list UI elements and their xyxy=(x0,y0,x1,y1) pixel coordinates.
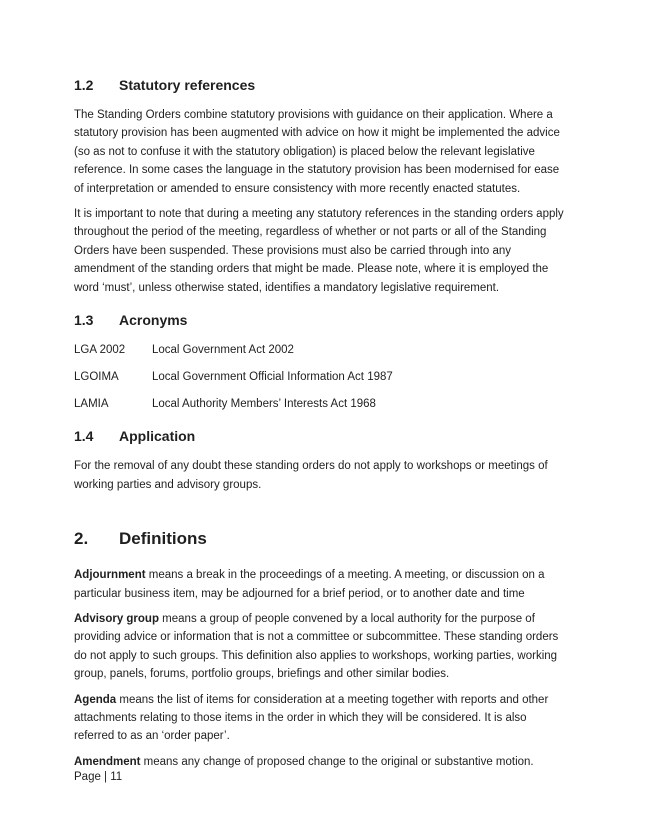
definition-advisory-group xyxy=(74,610,566,684)
heading-title: Statutory references xyxy=(119,77,256,93)
acronym-row xyxy=(74,368,566,386)
definition-text: means any change of proposed change to the original or substantive motion. xyxy=(140,755,534,768)
acronym-abbr: LAMIA xyxy=(74,397,109,410)
heading-title: Acronyms xyxy=(119,312,188,329)
acronym-full: Local Government Act 2002 xyxy=(152,344,294,357)
definition-adjournment xyxy=(74,566,566,603)
definition-agenda xyxy=(74,691,566,746)
heading-number: 1.3 xyxy=(74,312,94,329)
page-footer: Page | 11 xyxy=(74,771,123,783)
heading-title: Definitions xyxy=(119,529,207,549)
definition-term: Adjournment xyxy=(74,569,146,582)
acronym-row xyxy=(74,341,566,359)
definition-term: Amendment xyxy=(74,755,141,768)
heading-definitions xyxy=(74,528,566,550)
document-content xyxy=(74,76,566,771)
definition-amendment xyxy=(74,753,566,771)
definition-term: Agenda xyxy=(74,693,117,706)
acronym-full: Local Government Official Information Act 1987 xyxy=(152,370,393,383)
paragraph-statutory-1: The Standing Orders combine statutory provisions with guidance on their application. Where a statutory provision has been augmented with advice on how it might be implemented the advice (so as not to confuse it with the statutory obligation) is placed below the relevant legislative reference. In some cases the language in the statutory provision has been modernised for ease of interpretation or amended to ensure consistency with more recently enacted statutes. xyxy=(74,109,560,195)
heading-number: 1.4 xyxy=(74,428,94,445)
acronym-full: Local Authority Members’ Interests Act 1968 xyxy=(152,397,376,410)
acronym-abbr: LGA 2002 xyxy=(74,344,126,357)
definition-text: means the list of items for consideration at a meeting together with reports and other attachments relating to those items in the order in which they will be considered. It is also referred to as an ‘order paper’. xyxy=(74,693,549,743)
heading-title: Application xyxy=(119,428,196,445)
acronym-row xyxy=(74,395,566,413)
heading-acronyms xyxy=(74,311,566,329)
definition-text: means a group of people convened by a local authority for the purpose of providing advice or information that is not a committee or subcommittee. These standing orders do not apply to such groups. This definition also applies to workshops, working parties, working group, panels, forums, portfolio groups, briefings and other similar bodies. xyxy=(74,612,559,681)
heading-number: 1.2 xyxy=(74,77,94,93)
definition-term: Advisory group xyxy=(74,612,159,625)
paragraph-statutory-2: It is important to note that during a meeting any statutory references in the standing orders apply throughout the period of the meeting, regardless of whether or not parts or all of the Standing Orders have been suspended. These provisions must also be carried through into any amendment of the standing orders that might be made. Please note, where it is employed the word ‘must’, unless otherwise stated, identifies a mandatory legislative requirement. xyxy=(74,208,564,294)
paragraph-application: For the removal of any doubt these standing orders do not apply to workshops or meetings of working parties and advisory groups. xyxy=(74,460,548,491)
heading-number: 2. xyxy=(74,529,89,549)
definition-text: means a break in the proceedings of a meeting. A meeting, or discussion on a particular business item, may be adjourned for a brief period, or to another date and time xyxy=(74,569,545,600)
acronym-list xyxy=(74,341,566,413)
heading-statutory-references xyxy=(74,76,566,94)
heading-application xyxy=(74,427,566,445)
acronym-abbr: LGOIMA xyxy=(74,370,119,383)
